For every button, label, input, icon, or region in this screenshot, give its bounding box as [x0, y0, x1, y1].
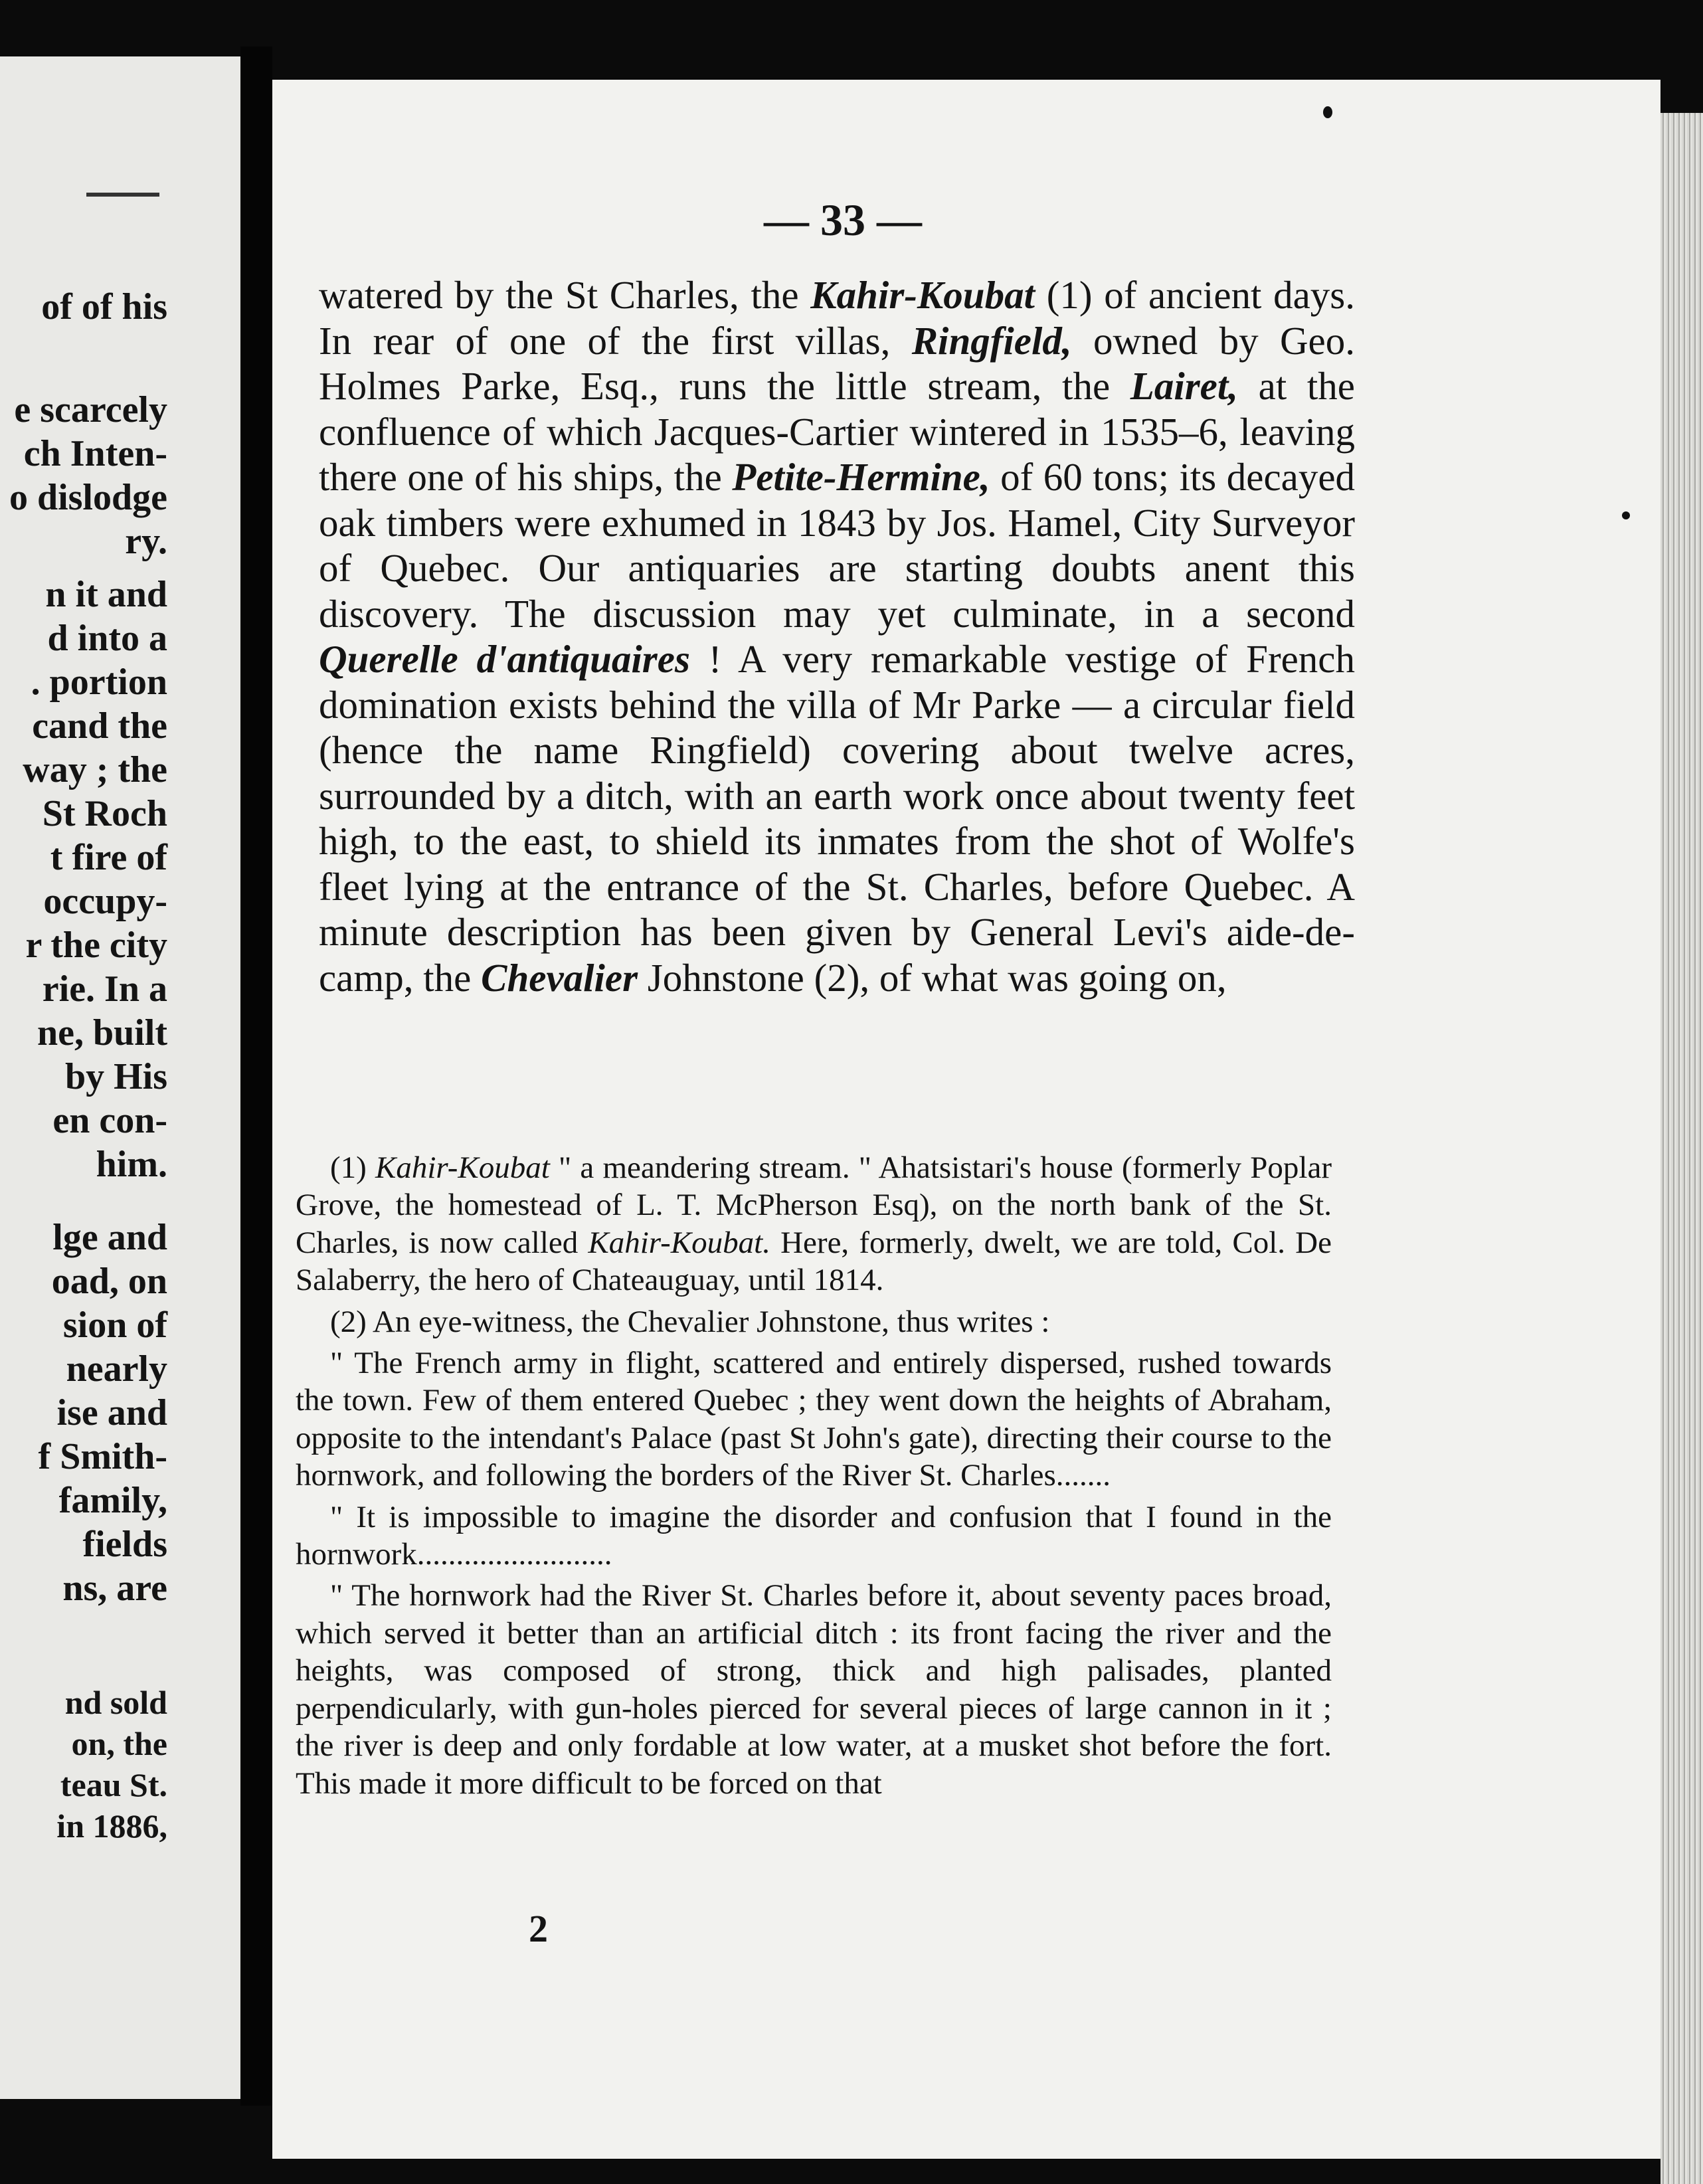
main-paragraph: [319, 272, 1355, 1000]
left-line: occupy-: [43, 881, 167, 922]
italic-term: Querelle d'antiquaires: [319, 637, 690, 681]
left-line: on, the: [71, 1725, 167, 1762]
left-line: St Roch: [42, 793, 167, 834]
left-line: sion of: [62, 1305, 167, 1346]
quotation-paragraph: " The French army in flight, scattered and entirely dispersed, rushed towards the town. Few of them entered Quebec ; they went down the heights of Abraham, opposite to the intendant's Palace (past St John's gate), directing their course to the hornwork, and following the borders of the River St. Charles.......: [296, 1346, 1332, 1493]
footnotes: [296, 1149, 1332, 1802]
footnote-text: Here, formerly, dwelt, we are told, Col. De Salaberry, the hero of Chateauguay, until 1814.: [296, 1225, 1332, 1298]
footnote-mark: (1): [330, 1150, 376, 1185]
paragraph-text: ! A very remarkable vestige of French domination exists behind the villa of Mr Parke — a circular field (hence the name Ringfield) covering about twelve acres, surrounded by a ditch, with an earth work once about twenty feet high, to the east, to shield its inmates from the shot of Wolfe's fleet lying at the entrance of the St. Charles, before Quebec. A minute description has been given by General Levi's aide-de-camp, the: [319, 637, 1355, 1000]
paragraph-text: owned by Geo. Holmes Parke, Esq., runs the little stream, the: [319, 318, 1355, 408]
footnote-text: " a meandering stream. " Ahatsistari's house (formerly Poplar Grove, the homestead of L. T. McPherson Esq), on the north bank of the St. Charles, is now called: [296, 1150, 1332, 1260]
left-line: o dislodge: [9, 477, 167, 518]
left-line: him.: [96, 1144, 167, 1185]
left-page: [0, 56, 240, 2099]
italic-term: Lairet,: [1130, 364, 1239, 408]
left-line: ne, built: [37, 1012, 167, 1053]
page-number: — 33 —: [764, 195, 922, 245]
paragraph-text: of 60 tons; its decayed oak timbers were exhumed in 1843 by Jos. Hamel, City Surveyor of Quebec. Our antiquaries are starting doubts anent this discovery. The discussion may yet culminate, in a second: [319, 455, 1355, 636]
left-line: fields: [82, 1524, 167, 1565]
paragraph-text: Johnstone (2), of what was going on,: [638, 955, 1227, 1000]
left-line: by His: [64, 1056, 167, 1097]
left-line: r the city: [25, 925, 167, 966]
footnote-1: [296, 1149, 1332, 1299]
quotation-paragraph: " It is impossible to imagine the disorder and confusion that I found in the hornwork.........................: [296, 1499, 1332, 1572]
quotation-paragraph: " The hornwork had the River St. Charles before it, about seventy paces broad, which served it better than an artificial ditch : its front facing the river and the heights, was composed of strong, thick and high palisades, planted perpendicularly, with gun-holes pierced for several pieces of large cannon in it ; the river is deep and only fordable at low water, at a musket shot before the fort. This made it more difficult to be forced on that: [296, 1578, 1332, 1801]
left-line: rie. In a: [42, 968, 167, 1010]
left-line: family,: [58, 1480, 167, 1521]
ink-speck: [1323, 106, 1332, 118]
left-line: n it and: [45, 574, 167, 615]
footnote-2: (2) An eye-witness, the Chevalier Johnstone, thus writes :: [330, 1304, 1050, 1339]
left-line: lge and: [52, 1217, 167, 1258]
left-line: oad, on: [51, 1261, 167, 1302]
left-line: way ; the: [23, 749, 167, 790]
left-line: t fire of: [50, 837, 167, 878]
left-line: d into a: [47, 618, 167, 659]
left-line: ry.: [125, 521, 167, 562]
left-line: ns, are: [62, 1568, 167, 1609]
left-page-rule: [86, 193, 159, 197]
paragraph-text: (1) of ancient days. In rear of one of the first villas,: [319, 273, 1355, 363]
left-line: f Smith-: [38, 1436, 167, 1477]
italic-term: Ringfield,: [911, 318, 1072, 363]
left-line: cand the: [32, 705, 167, 747]
italic-term: Kahir-Koubat: [810, 273, 1035, 317]
left-line: e scarcely: [14, 389, 167, 430]
left-line: in 1886,: [56, 1807, 167, 1845]
left-line: nd sold: [64, 1684, 167, 1721]
italic-term: Petite-Hermine,: [732, 455, 990, 499]
left-line: ise and: [56, 1392, 167, 1433]
footnote-term: Kahir-Koubat.: [588, 1225, 770, 1260]
ink-speck: [1622, 511, 1630, 519]
page-edges: [1660, 113, 1703, 2184]
left-line: en con-: [52, 1100, 167, 1141]
book-gutter: [240, 46, 272, 2106]
left-line: nearly: [66, 1348, 167, 1390]
paragraph-text: watered by the St Charles, the: [319, 273, 811, 317]
signature-mark: 2: [529, 1907, 548, 1950]
left-line: teau St.: [60, 1766, 167, 1803]
paragraph-text: at the confluence of which Jacques-Cartier wintered in 1535–6, leaving there one of his ships, the: [319, 364, 1355, 499]
left-line: ch Inten-: [23, 433, 167, 474]
left-line: of of his: [41, 286, 167, 327]
footnote-term: Kahir-Koubat: [375, 1150, 550, 1185]
left-line: . portion: [31, 662, 167, 703]
italic-term: Chevalier: [481, 955, 638, 1000]
